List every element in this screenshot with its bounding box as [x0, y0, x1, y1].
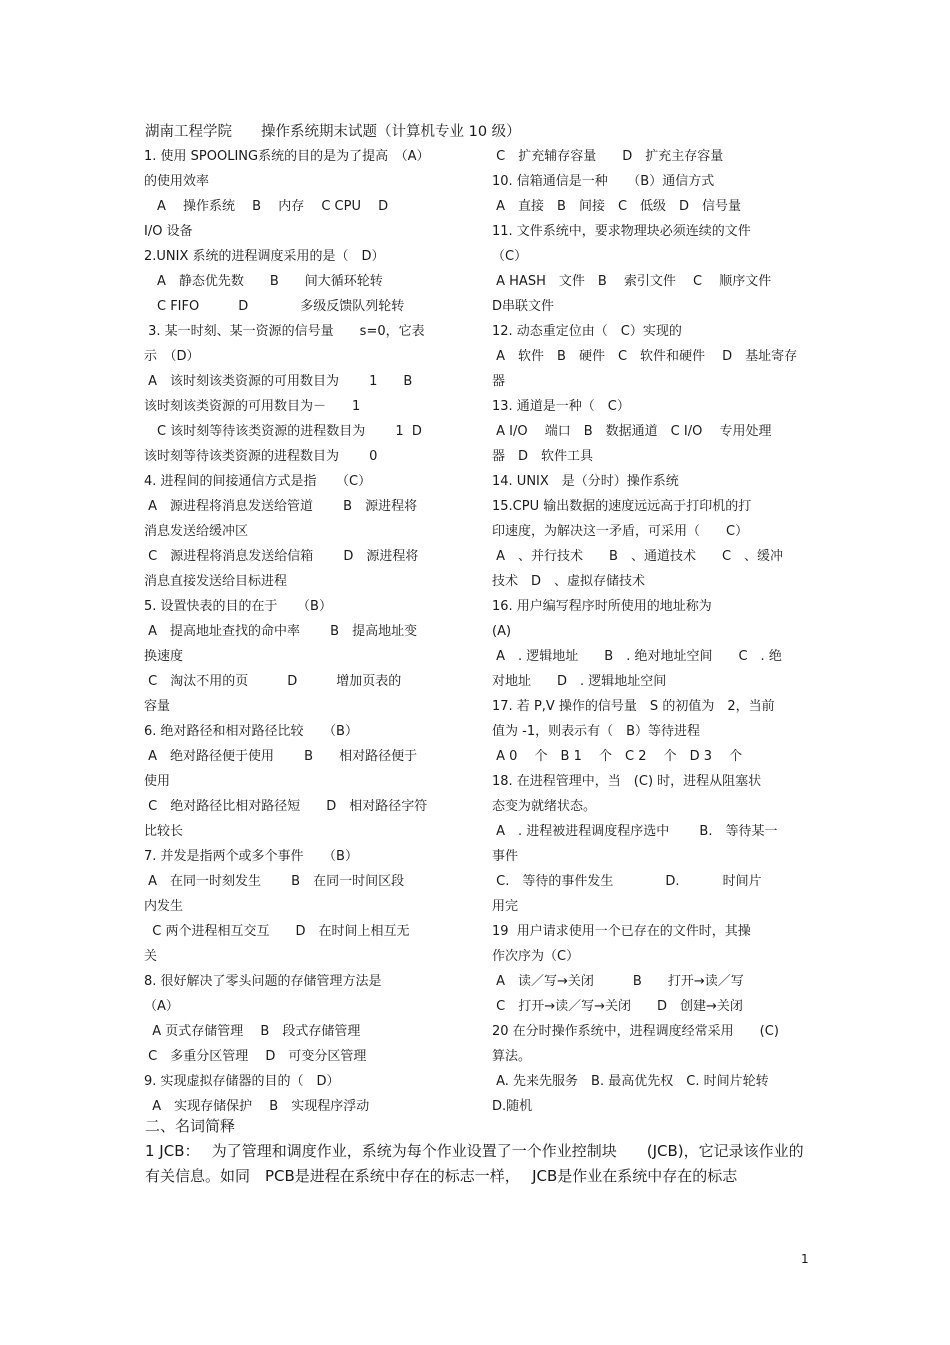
question-line: 器 D 软件工具 — [492, 449, 594, 464]
question-line: 5. 设置快表的目的在于 （B） — [144, 599, 332, 614]
question-line: 态变为就绪状态。 — [492, 799, 597, 814]
question-line: 对地址 D . 逻辑地址空间 — [492, 674, 667, 689]
question-line: 16. 用户编写程序时所使用的地址称为 — [492, 599, 712, 614]
question-line: A 实现存储保护 B 实现程序浮动 — [144, 1099, 370, 1114]
question-line: 比较长 — [144, 824, 184, 839]
question-line: 印速度，为解决这一矛盾，可采用（ C） — [492, 524, 749, 539]
question-line: 19 用户请求使用一个已存在的文件时，其操 — [492, 924, 751, 939]
question-line: A 在同一时刻发生 B 在同一时间区段 — [144, 874, 405, 889]
question-line: 使用 — [144, 774, 171, 789]
question-line: 值为 -1，则表示有（ B）等待进程 — [492, 724, 701, 739]
question-line: 示 （D） — [144, 349, 200, 364]
question-line: 7. 并发是指两个或多个事件 （B） — [144, 849, 358, 864]
question-line: C FIFO D 多级反馈队列轮转 — [144, 299, 405, 314]
question-line: A . 逻辑地址 B . 绝对地址空间 C . 绝 — [492, 649, 782, 664]
question-line: 关 — [144, 949, 158, 964]
question-line: 内发生 — [144, 899, 184, 914]
question-line: A 读／写→关闭 B 打开→读／写 — [492, 974, 744, 989]
question-line: D.随机 — [492, 1099, 533, 1114]
question-line: 20 在分时操作系统中，进程调度经常采用 (C) — [492, 1024, 779, 1039]
question-line: 该时刻等待该类资源的进程数目为 0 — [144, 449, 378, 464]
question-line: A 、并行技术 B 、通道技术 C 、缓冲 — [492, 549, 784, 564]
question-line: 15.CPU 输出数据的速度远远高于打印机的打 — [492, 499, 752, 514]
question-line: 消息直接发送给目标进程 — [144, 574, 288, 589]
question-line: C 打开→读／写→关闭 D 创建→关闭 — [492, 999, 743, 1014]
question-line: 9. 实现虚拟存储器的目的（ D） — [144, 1074, 340, 1089]
question-line: A 软件 B 硬件 C 软件和硬件 D 基址寄存 — [492, 349, 798, 364]
question-line: 12. 动态重定位由（ C）实现的 — [492, 324, 682, 339]
question-line: 作次序为（C） — [492, 949, 580, 964]
question-line: C 源进程将消息发送给信箱 D 源进程将 — [144, 549, 419, 564]
question-line: 2.UNIX 系统的进程调度采用的是（ D） — [144, 249, 385, 264]
question-line: A. 先来先服务 B. 最高优先权 C. 时间片轮转 — [492, 1074, 769, 1089]
question-line: 技术 D 、虚拟存储技术 — [492, 574, 646, 589]
question-line: C 扩充辅存容量 D 扩充主存容量 — [492, 149, 724, 164]
question-line: 10. 信箱通信是一种 （B）通信方式 — [492, 174, 715, 189]
question-line: A 0 个 B 1 个 C 2 个 D 3 个 — [492, 749, 743, 764]
question-line: 事件 — [492, 849, 519, 864]
question-line: D串联文件 — [492, 299, 555, 314]
question-line: I/O 设备 — [144, 224, 193, 239]
question-line: 消息发送给缓冲区 — [144, 524, 249, 539]
question-line: 8. 很好解决了零头问题的存储管理方法是 — [144, 974, 382, 989]
question-line: A 页式存储管理 B 段式存储管理 — [144, 1024, 361, 1039]
question-line: A 源进程将消息发送给管道 B 源进程将 — [144, 499, 418, 514]
question-line: C 绝对路径比相对路径短 D 相对路径字符 — [144, 799, 428, 814]
question-line: 11. 文件系统中，要求物理块必须连续的文件 — [492, 224, 751, 239]
question-line: A 提高地址查找的命中率 B 提高地址变 — [144, 624, 418, 639]
question-line: 算法。 — [492, 1049, 532, 1064]
question-line: C 两个进程相互交互 D 在时间上相互无 — [144, 924, 410, 939]
question-line: 18. 在进程管理中，当 (C) 时，进程从阻塞状 — [492, 774, 762, 789]
question-line: 容量 — [144, 699, 171, 714]
question-line: A 该时刻该类资源的可用数目为 1 B — [144, 374, 413, 389]
question-line: 6. 绝对路径和相对路径比较 （B） — [144, 724, 358, 739]
question-line: 4. 进程间的间接通信方式是指 （C） — [144, 474, 372, 489]
question-line: 的使用效率 — [144, 174, 210, 189]
right-column — [492, 144, 812, 1119]
question-line: A 操作系统 B 内存 C CPU D — [144, 199, 389, 214]
question-line: （A） — [144, 999, 179, 1014]
question-line: A . 进程被进程调度程序选中 B. 等待某一 — [492, 824, 778, 839]
question-line: 17. 若 P,V 操作的信号量 S 的初值为 2，当前 — [492, 699, 775, 714]
question-line: 13. 通道是一种（ C） — [492, 399, 630, 414]
question-line: 用完 — [492, 899, 519, 914]
question-line: 器 — [492, 374, 506, 389]
question-line: 换速度 — [144, 649, 184, 664]
question-line: C 该时刻等待该类资源的进程数目为 1 D — [144, 424, 422, 439]
question-line: C. 等待的事件发生 D. 时间片 — [492, 874, 762, 889]
page-number: 1 — [801, 1252, 809, 1266]
question-line: 1. 使用 SPOOLING系统的目的是为了提高 （A） — [144, 149, 430, 164]
question-line: C 淘汰不用的页 D 增加页表的 — [144, 674, 402, 689]
question-line: A 绝对路径便于使用 B 相对路径便于 — [144, 749, 418, 764]
question-line: A 直接 B 间接 C 低级 D 信号量 — [492, 199, 742, 214]
question-line: A HASH 文件 B 索引文件 C 顺序文件 — [492, 274, 772, 289]
question-line: C 多重分区管理 D 可变分区管理 — [144, 1049, 367, 1064]
left-column — [144, 144, 464, 1119]
section-title: 二、名词简释 — [145, 1117, 236, 1135]
definition-paragraph: 1 JCB： 为了管理和调度作业，系统为每个作业设置了一个作业控制块 (JCB)，它记录该作业的有关信息。如同 PCB是进程在系统中存在的标志一样， JCB是作业在系统中存在的标志 — [145, 1142, 804, 1185]
question-line: 该时刻该类资源的可用数目为－ 1 — [144, 399, 361, 414]
question-line: A I/O 端口 B 数据通道 C I/O 专用处理 — [492, 424, 772, 439]
exam-title: 湖南工程学院 操作系统期末试题（计算机专业 10 级） — [145, 124, 521, 140]
question-line: 3. 某一时刻、某一资源的信号量 s=0，它表 — [144, 324, 425, 339]
question-line: （C） — [492, 249, 528, 264]
question-line: (A) — [492, 624, 512, 639]
question-line: A 静态优先数 B 间大循环轮转 — [144, 274, 383, 289]
question-line: 14. UNIX 是（分时）操作系统 — [492, 474, 679, 489]
